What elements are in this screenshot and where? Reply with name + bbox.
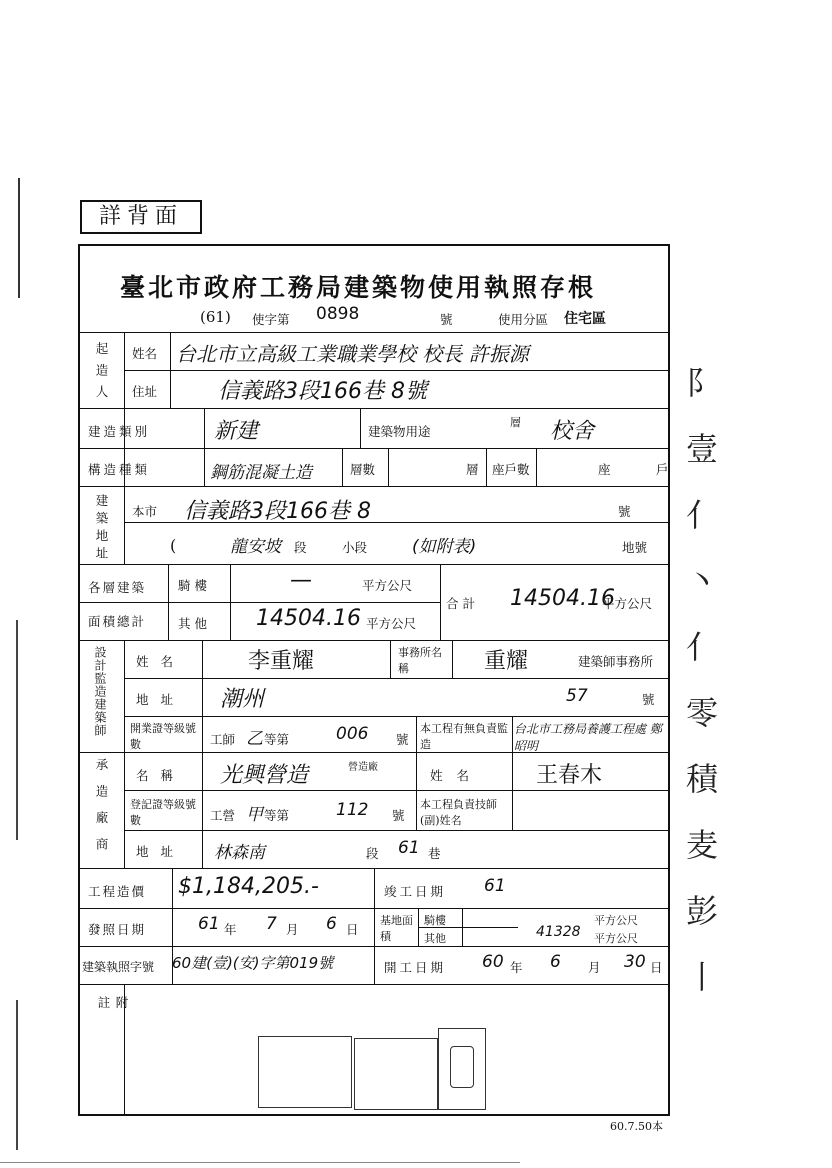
- use-floor-label: 層: [510, 416, 521, 429]
- issue-year: 61: [198, 914, 220, 934]
- other-value: 14504.16: [256, 606, 361, 631]
- office-suffix: 建築師事務所: [578, 654, 654, 669]
- arcade-label: 騎樓: [178, 578, 212, 593]
- lot-label: 地號: [622, 540, 648, 555]
- cert-number: 0898: [316, 304, 360, 324]
- units-label: 座戶數: [492, 462, 530, 477]
- office-label: 事務所名稱: [398, 646, 442, 675]
- lot-note: (如附表): [412, 537, 477, 557]
- floors-unit: 層: [466, 462, 479, 477]
- base-area-label: 基地面積: [380, 914, 413, 943]
- structure-label: 構造種類: [88, 462, 151, 477]
- start-day-label: 日: [650, 960, 663, 975]
- contractor-sub: 營造廠: [348, 762, 378, 773]
- units-unit: 戶: [656, 462, 669, 477]
- zone-label: 使用分區: [498, 312, 549, 327]
- cert-suffix: 號: [440, 312, 453, 327]
- technician-label: 本工程負責技師(副)姓名: [420, 798, 497, 827]
- base-other-label: 其他: [424, 932, 446, 945]
- approval-stamp-1: [258, 1036, 352, 1108]
- build-type-label: 建造類別: [88, 424, 151, 439]
- supervisor-label: 本工程有無負責監造: [420, 722, 508, 751]
- base-arcade-label: 騎樓: [424, 914, 446, 927]
- zone-value: 住宅區: [564, 311, 606, 327]
- registration-prefix: 工營: [210, 808, 236, 823]
- permit-label: 建築執照字號: [82, 960, 155, 974]
- issue-day-label: 日: [346, 922, 359, 937]
- contractor-section-label: 段: [366, 846, 379, 861]
- approval-stamp-2: [354, 1038, 438, 1110]
- permit-form: 臺北市政府工務局建築物使用執照存根 (61) 使字第 0898 號 使用分區 住宅區 起造人 姓名 台北市立高級工業職業學校 校長 許振源 住址 信義路3段166巷 8號 建造類別 新建 建築物用途 層 校舍 構造種類 鋼筋混凝土造 層數 層 座戶數 座 戶 建築地址 本市 信義路3段166巷 8 號 ( 龍安坡 段 小段 (如附表) 地號 各層建築 面積總計 騎樓 — 平方公尺 其他 14504.16 平方公尺 合計 14504.16 平方公尺 設計監造建築師 姓名 李重耀 事務所名稱 重耀 建築師事務所 地址 潮州 57 號 開業證等級號數 工師 乙 等第 006 號 本工程有無負責監造 台北市工務局養護工程處 鄭昭明 承造廠商 名稱 光興營造 營造廠 姓名 王春木 登記證等級號數 工營 甲 等第 112 號 本工程負責技師(副)姓名 地址 林森南 段 61 巷 工程造價 $1,184,205.- 竣工日期 61 發照日期 61 年 7 月 6 日 基地面積 騎樓 其他 41328 平方公尺 平方公尺 建築執照字號 60建(壹)(安)字第019號 開工日期 60 年 6 月 30 日 附註: [78, 244, 670, 1116]
- site-group-label: 建築地址: [94, 494, 109, 564]
- contractor-group-label: 承造廠商: [94, 758, 109, 864]
- other-unit: 平方公尺: [366, 616, 417, 631]
- note-label: 附註: [96, 996, 129, 1069]
- contractor-person: 王春木: [536, 763, 603, 788]
- license-number: 006: [336, 724, 369, 744]
- district-value: 龍安坡: [230, 537, 281, 557]
- city-label: 本市: [132, 504, 158, 519]
- address-label: 住址: [132, 384, 158, 399]
- base-area-value: 41328: [536, 924, 581, 940]
- scan-edge-mark: [16, 1000, 18, 1150]
- scan-edge-mark: [16, 620, 18, 840]
- finish-value: 61: [484, 876, 506, 896]
- units-mid: 座: [598, 462, 611, 477]
- seal-mark: [450, 1046, 474, 1088]
- permit-value: 60建(壹)(安)字第019號: [172, 954, 334, 972]
- start-year: 60: [482, 952, 504, 972]
- designer-address-label: 地址: [136, 692, 186, 707]
- supervisor-value: 台北市工務局養護工程處 鄭昭明: [514, 722, 662, 753]
- cost-label: 工程造價: [88, 884, 147, 899]
- use-label: 建築物用途: [368, 424, 431, 439]
- site-address: 信義路3段166巷 8: [184, 499, 371, 524]
- contractor-name: 光興營造: [220, 763, 309, 788]
- license-label: 開業證等級號數: [130, 722, 196, 751]
- contractor-address-label: 地址: [136, 844, 186, 859]
- issue-month: 7: [266, 914, 277, 934]
- contractor-name-label: 名稱: [136, 768, 186, 783]
- print-footer: 60.7.50本: [610, 1120, 663, 1133]
- designer-number-label: 號: [642, 692, 655, 707]
- applicant-name: 台北市立高級工業職業學校 校長 許振源: [176, 342, 529, 366]
- registration-number: 112: [336, 800, 369, 820]
- contractor-lane: 61: [398, 838, 420, 858]
- registration-number-suffix: 號: [392, 808, 405, 823]
- office-name: 重耀: [484, 649, 529, 674]
- section-label: 段: [294, 540, 307, 555]
- subsection-label: 小段: [342, 540, 368, 555]
- floors-label: 層數: [350, 462, 376, 477]
- registration-grade: 甲: [246, 805, 263, 825]
- issue-label: 發照日期: [88, 922, 147, 937]
- contractor-person-label: 姓名: [430, 768, 484, 783]
- area-label-2: 面積總計: [88, 614, 147, 629]
- start-label: 開工日期: [384, 960, 447, 975]
- applicant-group-label: 起造人: [94, 342, 109, 407]
- start-year-label: 年: [510, 960, 523, 975]
- issue-day: 6: [326, 914, 337, 934]
- start-month-label: 月: [588, 960, 601, 975]
- bleed-through-marks: 阝 壹 亻 丶 亻 零 積 麦 彭 丨: [686, 364, 719, 996]
- structure-value: 鋼筋混凝土造: [210, 463, 312, 483]
- cert-prefix: (61): [200, 308, 231, 326]
- use-value: 校舍: [550, 419, 595, 444]
- issue-month-label: 月: [286, 922, 299, 937]
- total-label: 合計: [446, 596, 480, 611]
- build-type-value: 新建: [214, 419, 259, 444]
- finish-label: 竣工日期: [384, 884, 447, 899]
- designer-group-label: 設計監造建築師: [93, 646, 107, 737]
- contractor-address: 林森南: [214, 843, 265, 863]
- designer-name-label: 姓名: [136, 654, 186, 669]
- license-grade: 乙: [246, 729, 263, 749]
- form-tag: 詳背面: [80, 200, 202, 234]
- name-label: 姓名: [132, 346, 158, 361]
- registration-grade-label: 等第: [264, 808, 290, 823]
- scan-bottom-edge: [0, 1162, 520, 1163]
- cost-value: $1,184,205.-: [178, 874, 319, 899]
- issue-year-label: 年: [224, 922, 237, 937]
- total-value: 14504.16: [510, 586, 615, 611]
- contractor-lane-label: 巷: [428, 846, 441, 861]
- total-unit: 平方公尺: [602, 596, 653, 611]
- license-number-suffix: 號: [396, 732, 409, 747]
- designer-name: 李重耀: [248, 649, 315, 674]
- start-month: 6: [550, 952, 561, 972]
- cert-word: 使字第: [252, 312, 290, 327]
- designer-address-number: 57: [566, 686, 588, 706]
- arcade-value: —: [290, 568, 312, 593]
- applicant-address: 信義路3段166巷 8號: [218, 379, 427, 404]
- other-label: 其他: [178, 616, 212, 631]
- arcade-unit: 平方公尺: [362, 578, 413, 593]
- area-label-1: 各層建築: [88, 580, 147, 595]
- designer-address: 潮州: [220, 687, 265, 712]
- form-title: 臺北市政府工務局建築物使用執照存根: [120, 273, 597, 302]
- license-grade-label: 等第: [264, 732, 290, 747]
- registration-label: 登記證等級號數: [130, 798, 196, 827]
- license-prefix: 工師: [210, 732, 236, 747]
- start-day: 30: [624, 952, 646, 972]
- base-arcade-unit: 平方公尺: [594, 914, 638, 927]
- scan-edge-mark: [18, 178, 20, 298]
- base-other-unit: 平方公尺: [594, 932, 638, 945]
- site-number-label: 號: [618, 504, 631, 519]
